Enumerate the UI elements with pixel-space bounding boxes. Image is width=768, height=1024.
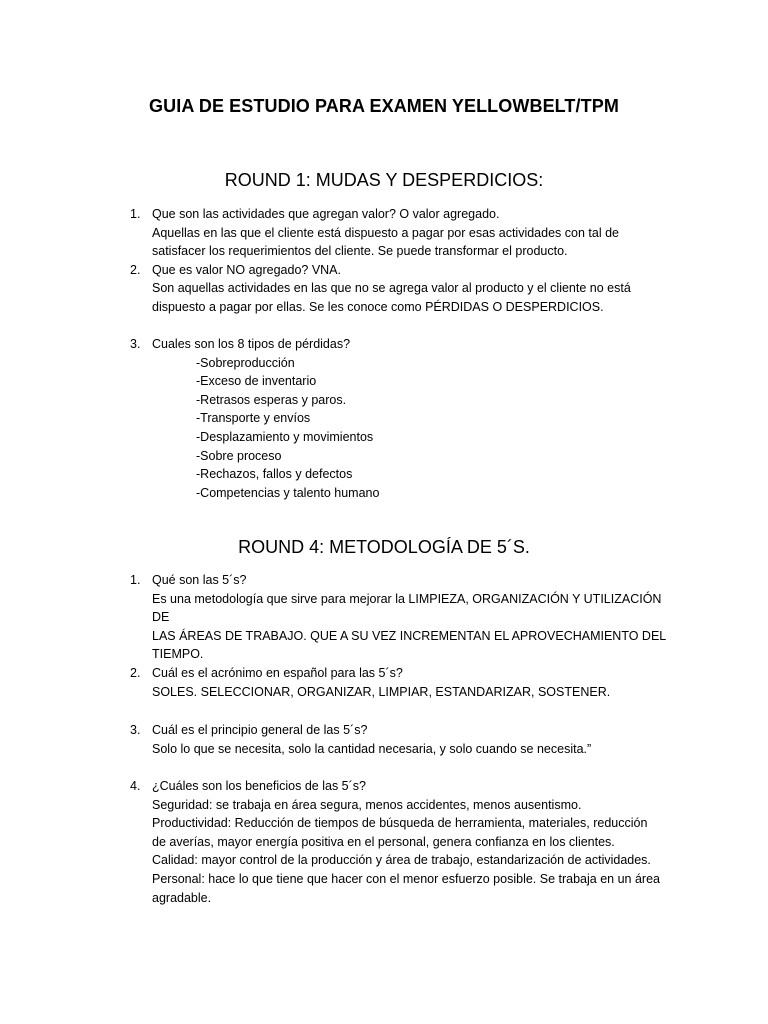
loss-type: -Exceso de inventario — [196, 374, 317, 389]
answer-line: de averías, mayor energía positiva en el personal, genera confianza en los clientes. — [152, 834, 615, 849]
list-item — [130, 335, 670, 502]
answer-line: SOLES. SELECCIONAR, ORGANIZAR, LIMPIAR, ESTANDARIZAR, SOSTENER. — [152, 684, 611, 699]
loss-type: -Sobreproducción — [196, 355, 295, 370]
item-number: 1. — [130, 573, 141, 587]
item-number: 3. — [130, 723, 141, 737]
list-item — [130, 777, 670, 907]
answer-line: Personal: hace lo que tiene que hacer con el menor esfuerzo posible. Se trabaja en un área — [152, 871, 660, 886]
question-text: Que son las actividades que agregan valor? O valor agregado. — [152, 207, 500, 221]
item-number: 3. — [130, 337, 141, 351]
loss-type: -Desplazamiento y movimientos — [196, 429, 374, 444]
loss-type: -Competencias y talento humano — [196, 485, 380, 500]
round4-block-2 — [130, 664, 670, 701]
round4-heading: ROUND 4: METODOLOGÍA DE 5´S. — [238, 537, 530, 557]
answer-line: dispuesto a pagar por ellas. Se les conoce como PÉRDIDAS O DESPERDICIOS. — [152, 299, 604, 314]
loss-type: -Sobre proceso — [196, 448, 282, 463]
question-text: Cuales son los 8 tipos de pérdidas? — [152, 337, 351, 351]
item-number: 1. — [130, 207, 141, 221]
question-text: Qué son las 5´s? — [152, 573, 247, 587]
round4-block-3 — [130, 721, 670, 758]
item-number: 2. — [130, 262, 141, 277]
answer-line: agradable. — [152, 890, 212, 905]
list-item — [130, 261, 670, 317]
round4-block-4 — [130, 777, 670, 907]
answer-line: satisfacer los requerimientos del cliente. Se puede transformar el producto. — [152, 244, 568, 259]
answer-line: Seguridad: se trabaja en área segura, menos accidentes, menos ausentismo. — [152, 797, 582, 812]
answer-line: Productividad: Reducción de tiempos de búsqueda de herramienta, materiales, reducción — [152, 816, 648, 831]
list-item — [130, 205, 670, 261]
list-item — [130, 721, 670, 758]
question-text: Cuál es el principio general de las 5´s? — [152, 723, 368, 737]
answer-line: Calidad: mayor control de la producción y área de trabajo, estandarización de actividades. — [152, 853, 651, 868]
question-text: Cuál es el acrónimo en español para las 5´s? — [152, 666, 403, 680]
answer-line: Aquellas en las que el cliente está dispuesto a pagar por esas actividades con tal de — [152, 225, 619, 240]
round1-heading: ROUND 1: MUDAS Y DESPERDICIOS: — [224, 170, 544, 190]
answer-line: TIEMPO. — [152, 647, 204, 662]
item-number: 4. — [130, 779, 141, 793]
list-item — [130, 664, 670, 701]
answer-line: Son aquellas actividades en las que no se agrega valor al producto y el cliente no está — [152, 281, 631, 296]
loss-type: -Transporte y envíos — [196, 411, 311, 426]
round1-block-a — [130, 205, 670, 317]
loss-type: -Rechazos, fallos y defectos — [196, 467, 353, 482]
loss-type: -Retrasos esperas y paros. — [196, 392, 347, 407]
question-text: ¿Cuáles son los beneficios de las 5´s? — [152, 779, 367, 793]
item-number: 2. — [130, 666, 141, 680]
question-text: Que es valor NO agregado? VNA. — [152, 262, 341, 277]
round1-block-b — [130, 335, 670, 502]
answer-line: Solo lo que se necesita, solo la cantidad necesaria, y solo cuando se necesita.” — [152, 741, 592, 756]
round4-block-1 — [130, 571, 670, 664]
answer-line: LAS ÁREAS DE TRABAJO. QUE A SU VEZ INCREMENTAN EL APROVECHAMIENTO DEL — [152, 628, 667, 643]
answer-line: Es una metodología que sirve para mejorar la LIMPIEZA, ORGANIZACIÓN Y UTILIZACIÓN DE — [152, 591, 662, 625]
document-title: GUIA DE ESTUDIO PARA EXAMEN YELLOWBELT/TPM — [149, 96, 619, 116]
list-item — [130, 571, 670, 664]
